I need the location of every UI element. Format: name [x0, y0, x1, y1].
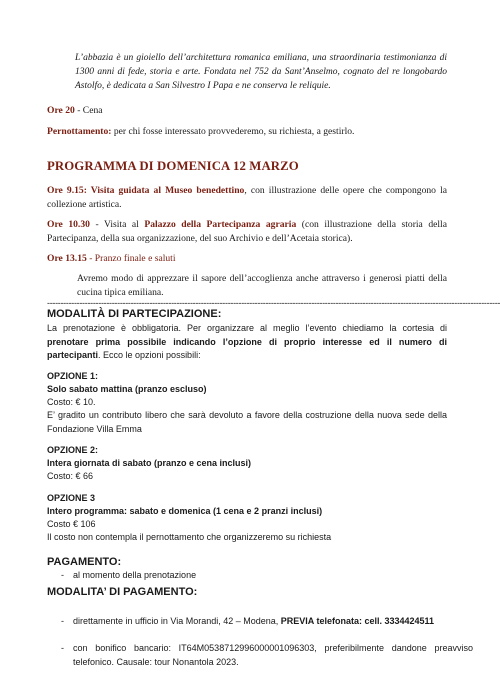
opzione2-cost: Costo: € 66 [47, 471, 94, 481]
ore1030-time: Ore 10.30 [47, 219, 90, 230]
pagamento-option-ufficio [47, 615, 473, 629]
divider: ------------------------------------------------------------------------------------------------------------------------------------------------------------------------ [47, 298, 500, 308]
pagamento-title: PAGAMENTO: [47, 556, 122, 568]
ore915-text: , con illustrazione delle opere che compongono la collezione artistica. [47, 185, 447, 210]
pernottamento-label: Pernottamento: [47, 126, 112, 137]
ore1315-time: Ore 13.15 [47, 253, 87, 264]
ufficio-phone: PREVIA telefonata: cell. 3334424511 [280, 615, 435, 626]
pernottamento-line [47, 125, 447, 139]
opzione2-label: OPZIONE 2: [47, 445, 99, 455]
opzione3-cost: Costo € 106 [47, 519, 96, 529]
opzione3-note: Il costo non contempla il pernottamento che organizzeremo su richiesta [47, 532, 332, 542]
ore915-paragraph [47, 184, 447, 212]
opzione3-label: OPZIONE 3 [47, 493, 96, 503]
modalita-text1: La prenotazione è obbligatoria. Per organizzare al meglio l’evento chiediamo la cortesia di [47, 323, 447, 333]
ore20-line [47, 104, 447, 118]
intro-paragraph: L’abbazia è un gioiello dell’architettura romanica emiliana, una straordinaria testimonianza di 1300 anni di fede, storia e arte. Fondata nel 752 da Sant’Anselmo, cognato del re longobardo Astolfo, è dedicata a San Silvestro I Papa e ne conserva le reliquie. [75, 53, 447, 91]
pagamento-item-text: al momento della prenotazione [73, 570, 197, 580]
ufficio-text: direttamente in ufficio in Via Morandi, 42 – Modena, [73, 615, 281, 626]
opzione1-note: E’ gradito un contributo libero che sarà devoluto a favore della costruzione della nuova sede della Fondazione Villa Emma [47, 410, 447, 434]
opzione2-title: Intera giornata di sabato (pranzo e cena inclusi) [47, 458, 252, 468]
ore1315-text: - Pranzo finale e saluti [86, 253, 176, 264]
list-dash: - [61, 570, 64, 580]
modalita-bold: prenotare prima possibile indicando l’opzione di proprio interesse ed il numero di partecipanti [47, 336, 447, 360]
ore20-text: - Cena [74, 105, 103, 116]
modalita-title: MODALITÀ DI PARTECIPAZIONE: [47, 308, 222, 320]
ore20-time: Ore 20 [47, 105, 75, 116]
bonifico-text: con bonifico bancario: IT64M0538712996000001096303, preferibilmente dandone preavviso telefonico. Causale: tour Nonantola 2023. [73, 643, 473, 667]
pernottamento-text: per chi fosse interessato provvederemo, su richiesta, a gestirlo. [111, 126, 355, 137]
opzione1-cost: Costo: € 10. [47, 397, 96, 407]
list-dash: - [61, 615, 64, 626]
opzione1-label: OPZIONE 1: [47, 371, 99, 381]
pagamento-option-bonifico [47, 642, 473, 669]
opzione3-title: Intero programma: sabato e domenica (1 cena e 2 pranzi inclusi) [47, 506, 323, 516]
ore915-label: Ore 9.15: Visita guidata al Museo benedettino [47, 185, 245, 196]
ore1030-place: Palazzo della Partecipanza agraria [144, 219, 297, 230]
pranzo-note: Avremo modo di apprezzare il sapore dell’accoglienza anche attraverso i generosi piatti della cucina tipica emiliana. [77, 273, 447, 298]
list-dash: - [61, 643, 64, 653]
ore1030-text1: - Visita al [89, 219, 145, 230]
modalita-text2: . Ecco le opzioni possibili: [98, 350, 201, 360]
ore1315-line [47, 252, 447, 266]
modalita-paragraph [47, 322, 447, 363]
modalita-pagamento-title: MODALITA’ DI PAGAMENTO: [47, 586, 198, 598]
opzione1-title: Solo sabato mattina (pranzo escluso) [47, 384, 207, 394]
programma-title: PROGRAMMA DI DOMENICA 12 MARZO [47, 159, 299, 173]
document-page [47, 0, 500, 667]
ore1030-paragraph [47, 218, 447, 246]
pagamento-item [47, 569, 473, 583]
ore1030-text2: (con illustrazione della storia della Partecipanza, della sua organizzazione, del suo Archivio e dell’Acetaia storica). [47, 219, 447, 244]
